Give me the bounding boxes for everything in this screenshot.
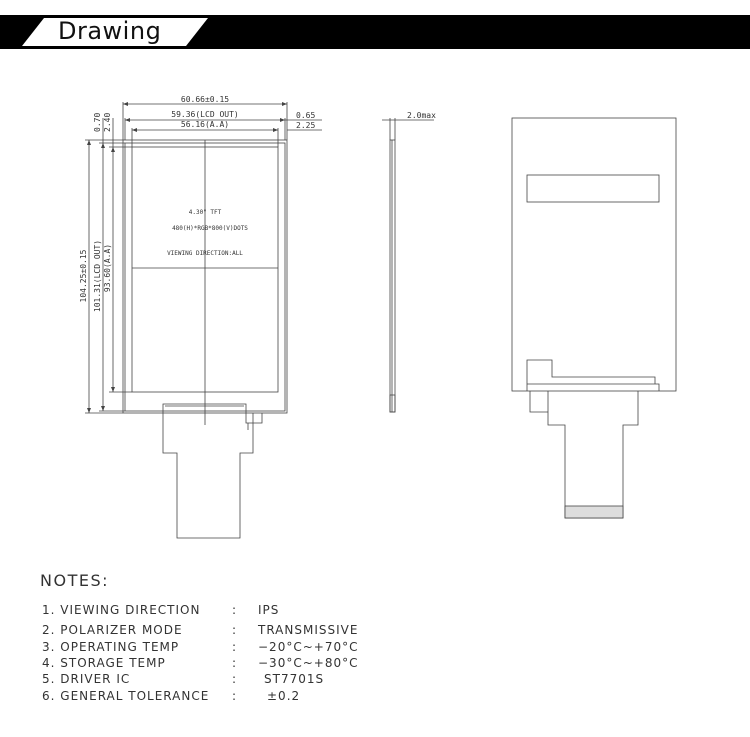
note-label: 3. OPERATING TEMP bbox=[42, 640, 180, 654]
dim-lcd-out-height: 101.31(LCD OUT) bbox=[93, 239, 102, 313]
note-colon: : bbox=[232, 623, 238, 637]
note-value: −20°C~+70°C bbox=[258, 640, 359, 654]
note-label: 4. STORAGE TEMP bbox=[42, 656, 166, 670]
note-colon: : bbox=[232, 603, 238, 617]
back-outline bbox=[512, 118, 676, 391]
dim-right-1: 0.65 bbox=[296, 111, 316, 120]
dim-right-2: 2.25 bbox=[296, 121, 316, 130]
note-colon: : bbox=[232, 689, 238, 703]
dim-lcd-out-width: 59.36(LCD OUT) bbox=[171, 110, 239, 119]
side-panel bbox=[390, 140, 395, 412]
dim-aa-height: 93.60(A.A) bbox=[103, 243, 112, 293]
note-value: ST7701S bbox=[264, 672, 325, 686]
dim-outline-height: 104.25±0.15 bbox=[79, 249, 88, 303]
back-label-window bbox=[527, 175, 659, 202]
note-label: 2. POLARIZER MODE bbox=[42, 623, 183, 637]
dim-aa-width: 56.16(A.A) bbox=[180, 120, 230, 129]
dim-side-thickness: 2.0max bbox=[407, 111, 436, 120]
note-label: 6. GENERAL TOLERANCE bbox=[42, 689, 210, 703]
dim-outline-width: 60.66±0.15 bbox=[180, 95, 230, 104]
note-label: 5. DRIVER IC bbox=[42, 672, 131, 686]
note-colon: : bbox=[232, 656, 238, 670]
label-viewing-direction: VIEWING DIRECTION:ALL bbox=[167, 250, 243, 257]
note-label: 1. VIEWING DIRECTION bbox=[42, 603, 201, 617]
note-value: TRANSMISSIVE bbox=[258, 623, 359, 637]
note-value: ±0.2 bbox=[267, 689, 301, 703]
header-title: Drawing bbox=[58, 17, 162, 45]
label-panel-size: 4.30" TFT bbox=[188, 209, 222, 216]
dim-top-2: 2.40 bbox=[103, 112, 112, 132]
note-colon: : bbox=[232, 672, 238, 686]
dim-top-1: 0.70 bbox=[93, 112, 102, 132]
note-colon: : bbox=[232, 640, 238, 654]
notes-title: NOTES: bbox=[40, 571, 109, 590]
label-resolution: 480(H)*RGB*800(V)DOTS bbox=[172, 225, 248, 232]
note-value: −30°C~+80°C bbox=[258, 656, 359, 670]
note-value: IPS bbox=[258, 603, 280, 617]
